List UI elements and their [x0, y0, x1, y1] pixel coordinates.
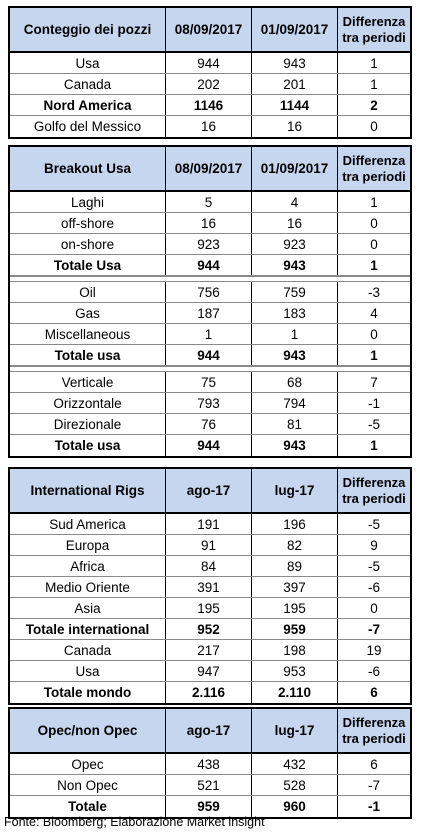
value-period-1: 76	[166, 414, 252, 434]
value-difference: 1	[370, 347, 378, 363]
value-period-2: 198	[252, 640, 338, 660]
row-label: Miscellaneous	[10, 324, 166, 344]
value-period-2: 68	[252, 372, 338, 392]
value-period-2: 183	[252, 303, 338, 323]
value-difference: -5	[367, 558, 380, 574]
value-period-2: 89	[252, 556, 338, 576]
total-row	[10, 682, 410, 703]
table-row	[10, 640, 410, 661]
row-label: Laghi	[10, 192, 166, 212]
value-period-1: 202	[166, 74, 252, 94]
table-row	[10, 514, 410, 535]
column-header: Differenza tra periodi	[342, 152, 406, 184]
row-label: Totale	[10, 796, 166, 817]
table-rig-count	[8, 6, 412, 139]
value-difference: 0	[370, 600, 378, 616]
value-difference: 6	[370, 756, 378, 772]
value-difference: 1	[370, 194, 378, 210]
source-note: Fonte: Bloomberg; Elaborazione Market insight	[4, 815, 265, 829]
row-label: Golfo del Messico	[10, 116, 166, 137]
table-row	[10, 372, 410, 393]
value-period-1: 944	[166, 53, 252, 73]
value-period-2: 201	[252, 74, 338, 94]
header-row	[10, 469, 410, 514]
value-period-1: 793	[166, 393, 252, 413]
column-header: 01/09/2017	[252, 8, 338, 51]
row-label: Sud America	[10, 514, 166, 534]
column-header: 08/09/2017	[166, 8, 252, 51]
table-row	[10, 116, 410, 137]
value-difference: -7	[367, 777, 380, 793]
value-period-1: 944	[166, 435, 252, 456]
row-label: Africa	[10, 556, 166, 576]
row-label: Totale usa	[10, 345, 166, 365]
table-row	[10, 324, 410, 345]
row-label: Verticale	[10, 372, 166, 392]
value-period-1: 16	[166, 116, 252, 137]
value-period-2: 943	[252, 345, 338, 365]
total-row	[10, 95, 410, 116]
column-header: 08/09/2017	[166, 147, 252, 190]
column-header: lug-17	[252, 709, 338, 752]
value-period-1: 2.116	[166, 682, 252, 703]
row-label: Canada	[10, 640, 166, 660]
value-period-2: 195	[252, 598, 338, 618]
row-label: off-shore	[10, 213, 166, 233]
row-label: on-shore	[10, 234, 166, 254]
value-difference: 1	[370, 257, 378, 273]
row-label: Asia	[10, 598, 166, 618]
value-period-2: 794	[252, 393, 338, 413]
row-label: Medio Oriente	[10, 577, 166, 597]
row-label: Non Opec	[10, 775, 166, 795]
row-label: Oil	[10, 282, 166, 302]
column-header: lug-17	[252, 469, 338, 512]
column-header: Differenza tra periodi	[342, 474, 406, 506]
table-row	[10, 661, 410, 682]
value-difference: -5	[367, 416, 380, 432]
row-label: Totale Usa	[10, 255, 166, 275]
row-label: Usa	[10, 661, 166, 681]
column-header: Differenza tra periodi	[342, 714, 406, 746]
value-period-2: 943	[252, 255, 338, 275]
row-label: Gas	[10, 303, 166, 323]
table-row	[10, 192, 410, 213]
value-period-1: 195	[166, 598, 252, 618]
value-difference: 0	[370, 119, 378, 134]
value-period-2: 943	[252, 435, 338, 456]
header-row	[10, 8, 410, 53]
value-period-1: 521	[166, 775, 252, 795]
header-row	[10, 709, 410, 754]
column-header: 01/09/2017	[252, 147, 338, 190]
value-period-2: 528	[252, 775, 338, 795]
value-difference: 9	[370, 537, 378, 553]
column-header: ago-17	[166, 469, 252, 512]
column-header: Opec/non Opec	[10, 709, 166, 752]
value-difference: 6	[370, 685, 378, 700]
value-period-2: 959	[252, 619, 338, 639]
value-difference: 0	[370, 215, 378, 231]
total-row	[10, 435, 410, 456]
value-period-1: 944	[166, 345, 252, 365]
value-period-1: 5	[166, 192, 252, 212]
column-header: International Rigs	[10, 469, 166, 512]
value-period-2: 81	[252, 414, 338, 434]
row-label: Europa	[10, 535, 166, 555]
column-header: ago-17	[166, 709, 252, 752]
row-label: Orizzontale	[10, 393, 166, 413]
table-row	[10, 414, 410, 435]
row-label: Usa	[10, 53, 166, 73]
column-header: Differenza tra periodi	[342, 13, 406, 45]
value-difference: 1	[370, 76, 378, 92]
row-label: Totale mondo	[10, 682, 166, 703]
value-difference: -3	[367, 284, 380, 300]
value-period-2: 943	[252, 53, 338, 73]
value-period-1: 16	[166, 213, 252, 233]
value-period-2: 2.110	[252, 682, 338, 703]
value-period-1: 438	[166, 754, 252, 774]
value-period-2: 759	[252, 282, 338, 302]
column-header: Breakout Usa	[10, 147, 166, 190]
value-period-2: 953	[252, 661, 338, 681]
table-row	[10, 234, 410, 255]
row-label: Opec	[10, 754, 166, 774]
value-difference: -6	[367, 663, 380, 679]
table-breakout-usa	[8, 145, 412, 458]
row-label: Totale international	[10, 619, 166, 639]
table-row	[10, 282, 410, 303]
value-period-2: 16	[252, 116, 338, 137]
table-row	[10, 598, 410, 619]
value-period-1: 947	[166, 661, 252, 681]
value-difference: 2	[370, 97, 378, 113]
column-header: Conteggio dei pozzi	[10, 8, 166, 51]
total-row	[10, 255, 410, 276]
value-period-1: 1146	[166, 95, 252, 115]
value-period-2: 1144	[252, 95, 338, 115]
value-period-1: 1	[166, 324, 252, 344]
value-difference: 7	[370, 374, 378, 390]
value-period-1: 952	[166, 619, 252, 639]
value-period-1: 391	[166, 577, 252, 597]
value-period-1: 944	[166, 255, 252, 275]
value-period-2: 960	[252, 796, 338, 817]
table-row	[10, 74, 410, 95]
value-period-2: 397	[252, 577, 338, 597]
value-period-1: 191	[166, 514, 252, 534]
value-period-2: 82	[252, 535, 338, 555]
value-period-1: 187	[166, 303, 252, 323]
total-row	[10, 619, 410, 640]
value-difference: -6	[367, 579, 380, 595]
table-opec-non-opec	[8, 707, 412, 819]
table-row	[10, 393, 410, 414]
value-difference: 0	[370, 236, 378, 252]
value-difference: 4	[370, 305, 378, 321]
value-difference: -1	[367, 799, 380, 814]
value-difference: -1	[367, 395, 380, 411]
value-period-2: 1	[252, 324, 338, 344]
value-difference: 1	[370, 438, 378, 453]
table-row	[10, 775, 410, 796]
value-difference: 1	[370, 55, 378, 71]
value-difference: -7	[367, 621, 380, 637]
table-row	[10, 556, 410, 577]
value-period-2: 432	[252, 754, 338, 774]
value-period-1: 959	[166, 796, 252, 817]
value-period-2: 16	[252, 213, 338, 233]
header-row	[10, 147, 410, 192]
row-label: Nord America	[10, 95, 166, 115]
value-period-1: 217	[166, 640, 252, 660]
value-period-1: 91	[166, 535, 252, 555]
value-period-1: 84	[166, 556, 252, 576]
value-difference: 0	[370, 326, 378, 342]
total-row	[10, 796, 410, 817]
table-row	[10, 577, 410, 598]
table-row	[10, 535, 410, 556]
value-period-2: 923	[252, 234, 338, 254]
table-international-rigs	[8, 467, 412, 705]
value-period-1: 756	[166, 282, 252, 302]
value-difference: 19	[366, 642, 382, 658]
row-label: Canada	[10, 74, 166, 94]
table-row	[10, 754, 410, 775]
table-row	[10, 53, 410, 74]
value-difference: -5	[367, 516, 380, 532]
row-label: Totale usa	[10, 435, 166, 456]
table-row	[10, 213, 410, 234]
row-label: Direzionale	[10, 414, 166, 434]
value-period-2: 196	[252, 514, 338, 534]
total-row	[10, 345, 410, 366]
value-period-2: 4	[252, 192, 338, 212]
value-period-1: 923	[166, 234, 252, 254]
value-period-1: 75	[166, 372, 252, 392]
table-row	[10, 303, 410, 324]
